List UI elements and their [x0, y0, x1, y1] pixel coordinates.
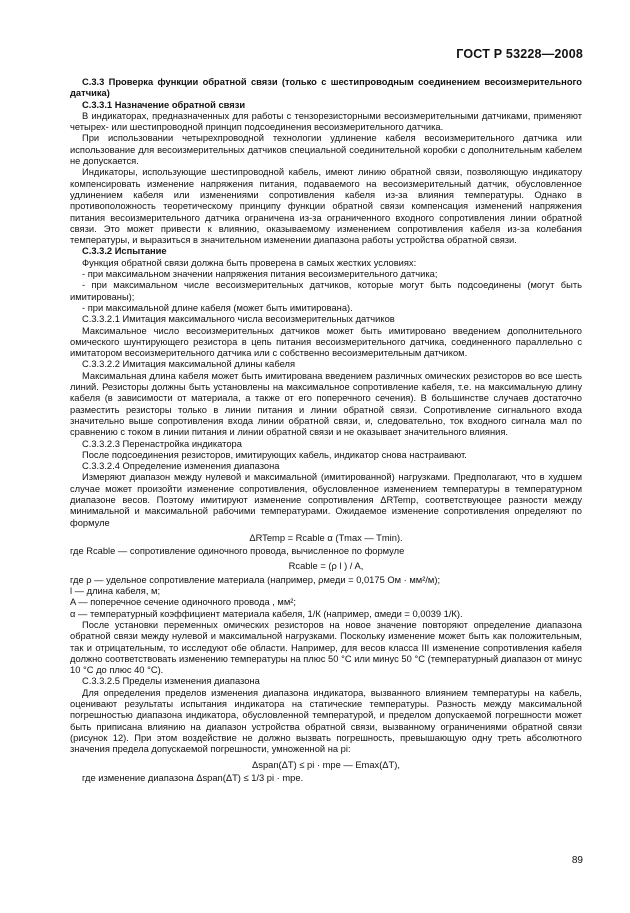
paragraph: Максимальная длина кабеля может быть имитирована введением различных омических резисторов во все шесть линий. Резисторы должны быть установлены на максимальное сопротивление кабеля, т.е. на максимальную длину кабеля (в зависимости от материала, а также от его поперечного сечения). В большинстве случаев достаточно разместить резисторы только в линии питания и линии обратной связи. Сопротивление сигнального входа значительно выше сопротивления входа линии обратной связи, и, следовательно, ток входного сигнала мал по сравнению с током в линии питания и линии обратной связи и не оказывает значительного влияния. — [70, 370, 582, 438]
clause-heading: С.3.3.2.3 Перенастройка индикатора — [82, 438, 242, 449]
paragraph: Индикаторы, использующие шестипроводной кабель, имеют линию обратной связи, позволяющую индикатору компенсировать изменение напряжения питания, подаваемого на весоизмерительный датчик, обусловленное удлинением кабеля или изменениями сопротивления кабеля из-за влияния температуры. Однако в противоположность теоретическому принципу функции обратной связи компенсация изменений напряжения питания весоизмерительного датчика ограничена из-за ограниченного входного сопротивления линии обратной связи. Это может привести к влиянию, оказываемому изменением сопротивления кабеля из-за колебания температуры, и выразиться в значительном изменении диапазона работы устройства обратной связи. — [70, 167, 582, 246]
list-item: - при максимальной длине кабеля (может быть имитирована). — [82, 302, 353, 313]
list-item: - при максимальном числе весоизмерительных датчиков, которые могут быть подсоединены (могут быть имитированы); — [70, 280, 582, 302]
paragraph: Измеряют диапазон между нулевой и максимальной (имитированной) нагрузками. Предполагают, что в худшем случае может произойти изменение сопротивления, обусловленное изменением температуры в температурном диапазоне весов. Поэтому имитируют изменение сопротивления ΔRTemp, соответствующее разности между минимальной и максимальной рабочими температурами. Ожидаемое изменение сопротивления определяют по формуле — [70, 472, 582, 528]
formula-variable: l — длина кабеля, м; — [70, 586, 161, 597]
formula-variable: α — температурный коэффициент материала кабеля, 1/К (например, αмеди = 0,0039 1/К). — [70, 608, 463, 619]
clause-heading: С.3.3.2.5 Пределы изменения диапазона — [82, 676, 260, 687]
formula-variable: A — поперечное сечение одиночного провода , мм²; — [70, 597, 296, 608]
paragraph: При использовании четырехпроводной технологии удлинение кабеля весоизмерительного датчика или использование для весоизмерительных датчиков специальной соединительной коробки с дополнительным кабелем не допускается. — [70, 133, 582, 167]
formula-explanation: где Rcable — сопротивление одиночного провода, вычисленное по формуле — [70, 546, 405, 557]
clause-heading: С.3.3.2.1 Имитация максимального числа весоизмерительных датчиков — [82, 314, 395, 325]
standard-header: ГОСТ Р 53228—2008 — [456, 47, 583, 61]
paragraph: Максимальное число весоизмерительных датчиков может быть имитировано введением дополнительного омического шунтирующего резистора в цепь питания весоизмерительного датчика, соединенного параллельно с имитатором весоизмерительного датчика или с собственно весоизмерительным датчиком. — [70, 325, 582, 359]
clause-heading: С.3.3.2.2 Имитация максимальной длины кабеля — [82, 359, 296, 370]
paragraph: Функция обратной связи должна быть проверена в самых жестких условиях: — [82, 257, 417, 268]
section-heading: С.3.3 Проверка функции обратной связи (только с шестипроводным соединением весоизмерительного датчика) — [70, 77, 582, 99]
paragraph: Для определения пределов изменения диапазона индикатора, вызванного влиянием температуры на кабель, оценивают результаты испытания индикатора на статические температуры. Разность между максимальной погрешностью диапазона индикатора, обусловленной температурой, и пределом допускаемой погрешности может быть приписана влиянию на диапазон устройства обратной связи, вызванному ограничениями обратной связи (рисунок 12). При этом воздействие не должно вызвать погрешность, превышающую одну треть абсолютного значения предела допускаемой погрешности, умноженной на pi: — [70, 687, 582, 755]
formula-span: Δspan(ΔT) ≤ pi · mpe — Emax(ΔT), — [252, 759, 400, 770]
formula-delta-r-temp: ΔRTemp = Rcable α (Tmax — Tmin). — [249, 532, 403, 543]
formula-r-cable: Rcable = (ρ l ) / A, — [288, 561, 364, 572]
list-item: - при максимальном значении напряжения питания весоизмерительного датчика; — [82, 269, 438, 280]
formula-variable: где ρ — удельное сопротивление материала (например, ρмеди = 0,0175 Ом · мм²/м); — [70, 574, 441, 585]
paragraph: После подсоединения резисторов, имитирующих кабель, индикатор снова настраивают. — [82, 449, 467, 460]
clause-heading: С.3.3.2.4 Определение изменения диапазона — [82, 461, 280, 472]
paragraph: В индикаторах, предназначенных для работы с тензорезисторными весоизмерительными датчиками, применяют четырех- или шестипроводной принцип подсоединения весоизмерительного датчика. — [70, 110, 582, 133]
subsection-heading: С.3.3.1 Назначение обратной связи — [82, 99, 246, 110]
formula-explanation: где изменение диапазона Δspan(ΔT) ≤ 1/3 pi · mpe. — [82, 772, 304, 783]
document-body — [70, 77, 582, 784]
subsection-heading: С.3.3.2 Испытание — [82, 246, 167, 257]
page-number: 89 — [571, 855, 583, 866]
paragraph: После установки переменных омических резисторов на новое значение повторяют определение диапазона обратной связи между нулевой и максимальной нагрузками. Поскольку изменение может быть как положительным, так и отрицательным, то исследуют обе области. Например, для весов класса III изменение сопротивления кабеля должно соответствовать изменению температуры на плюс 50 °С или минус 50 °С (температурный диапазон от минус 10 °С до плюс 40 °С). — [70, 619, 582, 676]
